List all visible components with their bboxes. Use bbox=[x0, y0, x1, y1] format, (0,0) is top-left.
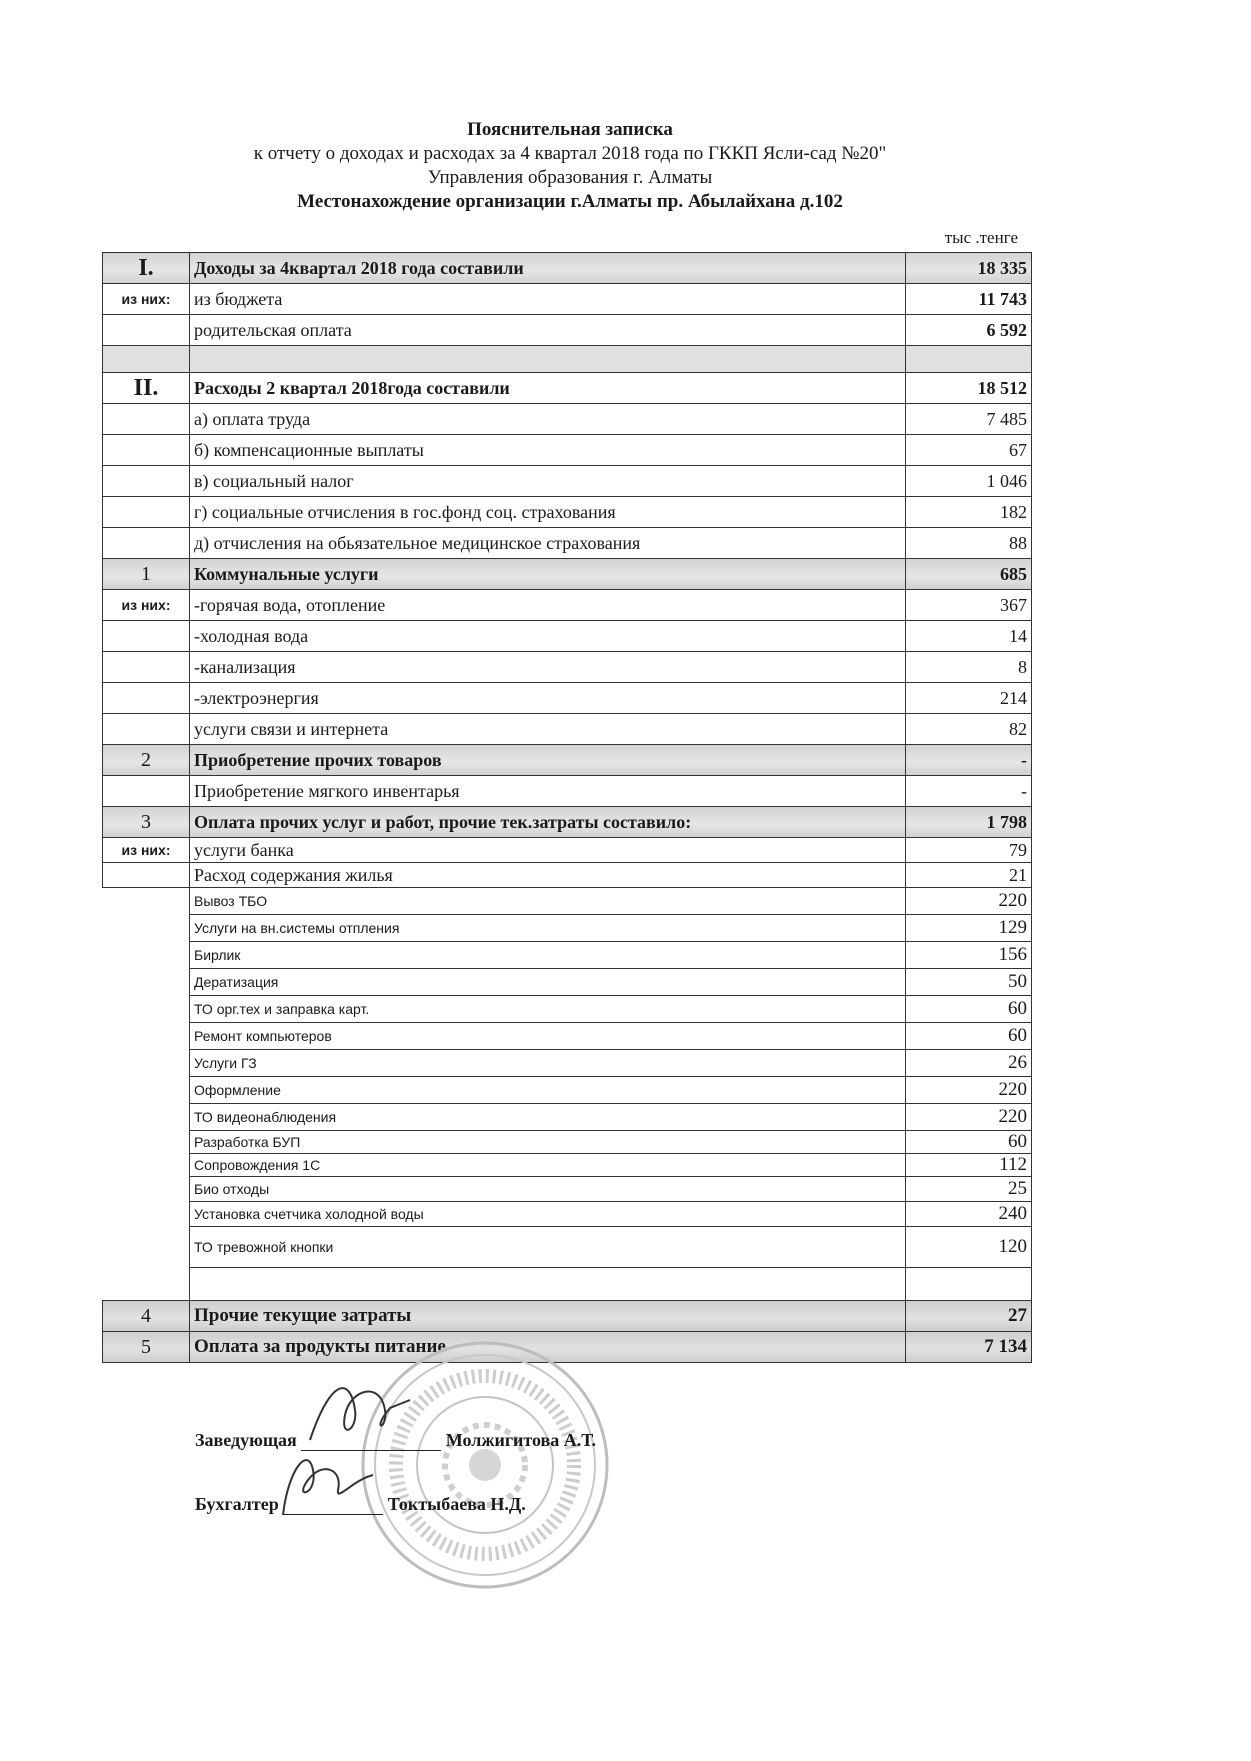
row-amount: 220 bbox=[906, 1104, 1032, 1131]
row-number bbox=[103, 1131, 190, 1154]
table-row bbox=[103, 315, 1032, 346]
row-label: -холодная вода bbox=[190, 621, 906, 652]
table-row bbox=[103, 863, 1032, 888]
row-number bbox=[103, 652, 190, 683]
table-row bbox=[103, 915, 1032, 942]
table-row bbox=[103, 683, 1032, 714]
row-label: -электроэнергия bbox=[190, 683, 906, 714]
document-title: Пояснительная записка bbox=[467, 119, 673, 140]
row-amount: 6 592 bbox=[906, 315, 1032, 346]
accountant-name: Токтыбаева Н.Д. bbox=[387, 1494, 526, 1514]
row-number bbox=[103, 621, 190, 652]
row-label: Разработка БУП bbox=[190, 1131, 906, 1154]
row-amount: 214 bbox=[906, 683, 1032, 714]
row-number bbox=[103, 1050, 190, 1077]
row-label bbox=[190, 346, 906, 373]
row-amount: 27 bbox=[906, 1301, 1032, 1332]
row-amount: 60 bbox=[906, 996, 1032, 1023]
row-number bbox=[103, 915, 190, 942]
document-header bbox=[0, 118, 1140, 214]
row-label: -канализация bbox=[190, 652, 906, 683]
row-label: Доходы за 4квартал 2018 года составили bbox=[190, 253, 906, 284]
row-number bbox=[103, 1023, 190, 1050]
row-amount: 240 bbox=[906, 1202, 1032, 1227]
head-signature-line bbox=[195, 1430, 596, 1451]
row-label: Ремонт компьютеров bbox=[190, 1023, 906, 1050]
row-amount: 50 bbox=[906, 969, 1032, 996]
row-amount: 25 bbox=[906, 1177, 1032, 1202]
row-number bbox=[103, 863, 190, 888]
accountant-title: Бухгалтер bbox=[195, 1494, 279, 1514]
row-label: Оплата за продукты питание bbox=[190, 1332, 906, 1363]
row-label: Бирлик bbox=[190, 942, 906, 969]
table-row bbox=[103, 1301, 1032, 1332]
row-amount: 129 bbox=[906, 915, 1032, 942]
row-label: Услуги на вн.системы отпления bbox=[190, 915, 906, 942]
row-amount: 1 046 bbox=[906, 466, 1032, 497]
row-amount: 26 bbox=[906, 1050, 1032, 1077]
row-number bbox=[103, 942, 190, 969]
table-row bbox=[103, 284, 1032, 315]
row-amount: 82 bbox=[906, 714, 1032, 745]
row-number bbox=[103, 315, 190, 346]
row-number bbox=[103, 1268, 190, 1301]
row-label: Расходы 2 квартал 2018года составили bbox=[190, 373, 906, 404]
table-row bbox=[103, 497, 1032, 528]
row-amount: 18 512 bbox=[906, 373, 1032, 404]
row-label: Коммунальные услуги bbox=[190, 559, 906, 590]
row-label: -горячая вода, отопление bbox=[190, 590, 906, 621]
signature-blank bbox=[283, 1496, 383, 1515]
row-number: 1 bbox=[103, 559, 190, 590]
table-row bbox=[103, 714, 1032, 745]
row-label: родительская оплата bbox=[190, 315, 906, 346]
row-number: I. bbox=[103, 253, 190, 284]
row-number bbox=[103, 1077, 190, 1104]
table-row bbox=[103, 1154, 1032, 1177]
row-label: Прочие текущие затраты bbox=[190, 1301, 906, 1332]
row-number bbox=[103, 435, 190, 466]
table-row bbox=[103, 1104, 1032, 1131]
row-label: ТО тревожной кнопки bbox=[190, 1227, 906, 1268]
row-amount: - bbox=[906, 776, 1032, 807]
row-number bbox=[103, 404, 190, 435]
row-label: Сопровождения 1С bbox=[190, 1154, 906, 1177]
row-amount bbox=[906, 1268, 1032, 1301]
row-number bbox=[103, 714, 190, 745]
row-number bbox=[103, 1202, 190, 1227]
row-number bbox=[103, 1227, 190, 1268]
table-row bbox=[103, 1050, 1032, 1077]
row-label: в) социальный налог bbox=[190, 466, 906, 497]
row-label: Приобретение мягкого инвентарья bbox=[190, 776, 906, 807]
table-row bbox=[103, 253, 1032, 284]
row-amount: 120 bbox=[906, 1227, 1032, 1268]
row-label: Вывоз ТБО bbox=[190, 888, 906, 915]
row-label: из бюджета bbox=[190, 284, 906, 315]
organization-line: Управления образования г. Алматы bbox=[427, 167, 713, 188]
row-number bbox=[103, 497, 190, 528]
row-number bbox=[103, 888, 190, 915]
row-label: а) оплата труда bbox=[190, 404, 906, 435]
row-number bbox=[103, 528, 190, 559]
table-row bbox=[103, 969, 1032, 996]
row-number bbox=[103, 1177, 190, 1202]
row-amount: 7 485 bbox=[906, 404, 1032, 435]
accountant-signature-line bbox=[195, 1494, 526, 1515]
row-label: г) социальные отчисления в гос.фонд соц. страхования bbox=[190, 497, 906, 528]
row-amount: 18 335 bbox=[906, 253, 1032, 284]
table-row bbox=[103, 1202, 1032, 1227]
table-row bbox=[103, 838, 1032, 863]
row-label: Расход содержания жилья bbox=[190, 863, 906, 888]
head-name: Молжигитова А.Т. bbox=[445, 1430, 596, 1450]
table-row bbox=[103, 1023, 1032, 1050]
table-row bbox=[103, 745, 1032, 776]
row-label bbox=[190, 1268, 906, 1301]
row-amount: 60 bbox=[906, 1023, 1032, 1050]
row-number bbox=[103, 969, 190, 996]
row-number bbox=[103, 1154, 190, 1177]
row-amount: - bbox=[906, 745, 1032, 776]
units-label: тыс .тенге bbox=[944, 228, 1018, 247]
table-row bbox=[103, 942, 1032, 969]
row-label: Услуги ГЗ bbox=[190, 1050, 906, 1077]
document-subtitle: к отчету о доходах и расходах за 4 квартал 2018 года по ГККП Ясли-сад №20" bbox=[253, 143, 887, 164]
row-number bbox=[103, 683, 190, 714]
table-row bbox=[103, 996, 1032, 1023]
table-row bbox=[103, 1268, 1032, 1301]
row-amount: 11 743 bbox=[906, 284, 1032, 315]
row-amount: 220 bbox=[906, 1077, 1032, 1104]
row-number bbox=[103, 466, 190, 497]
row-label: ТО видеонаблюдения bbox=[190, 1104, 906, 1131]
row-amount: 156 bbox=[906, 942, 1032, 969]
row-number: 4 bbox=[103, 1301, 190, 1332]
row-number bbox=[103, 346, 190, 373]
head-title: Заведующая bbox=[195, 1430, 297, 1450]
table-row bbox=[103, 1131, 1032, 1154]
row-amount bbox=[906, 346, 1032, 373]
row-label: ТО орг.тех и заправка карт. bbox=[190, 996, 906, 1023]
table-row bbox=[103, 590, 1032, 621]
address-line: Местонахождение организации г.Алматы пр. Абылайхана д.102 bbox=[297, 191, 843, 212]
row-label: д) отчисления на обьязательное медицинское страхования bbox=[190, 528, 906, 559]
row-amount: 67 bbox=[906, 435, 1032, 466]
signature-blank bbox=[301, 1432, 441, 1451]
row-amount: 8 bbox=[906, 652, 1032, 683]
row-amount: 1 798 bbox=[906, 807, 1032, 838]
row-amount: 367 bbox=[906, 590, 1032, 621]
row-label: Оформление bbox=[190, 1077, 906, 1104]
table-row bbox=[103, 373, 1032, 404]
row-amount: 88 bbox=[906, 528, 1032, 559]
row-number: из них: bbox=[103, 284, 190, 315]
table-row bbox=[103, 776, 1032, 807]
row-amount: 60 bbox=[906, 1131, 1032, 1154]
row-number bbox=[103, 1104, 190, 1131]
table-row bbox=[103, 435, 1032, 466]
row-number bbox=[103, 776, 190, 807]
table-row bbox=[103, 466, 1032, 497]
table-row bbox=[103, 621, 1032, 652]
row-amount: 14 bbox=[906, 621, 1032, 652]
row-label: Установка счетчика холодной воды bbox=[190, 1202, 906, 1227]
row-label: Приобретение прочих товаров bbox=[190, 745, 906, 776]
row-amount: 79 bbox=[906, 838, 1032, 863]
table-row bbox=[103, 404, 1032, 435]
table-row bbox=[103, 528, 1032, 559]
table-row bbox=[103, 652, 1032, 683]
row-number: из них: bbox=[103, 590, 190, 621]
row-amount: 685 bbox=[906, 559, 1032, 590]
table-row bbox=[103, 559, 1032, 590]
table-row bbox=[103, 807, 1032, 838]
row-number: II. bbox=[103, 373, 190, 404]
row-number bbox=[103, 996, 190, 1023]
row-label: Дератизация bbox=[190, 969, 906, 996]
report-table bbox=[102, 252, 1032, 1363]
row-label: Оплата прочих услуг и работ, прочие тек.затраты составило: bbox=[190, 807, 906, 838]
row-label: услуги банка bbox=[190, 838, 906, 863]
row-amount: 112 bbox=[906, 1154, 1032, 1177]
table-row bbox=[103, 1177, 1032, 1202]
row-number: 5 bbox=[103, 1332, 190, 1363]
table-row bbox=[103, 1227, 1032, 1268]
row-amount: 182 bbox=[906, 497, 1032, 528]
table-row bbox=[103, 888, 1032, 915]
table-row bbox=[103, 1077, 1032, 1104]
row-number: 3 bbox=[103, 807, 190, 838]
row-amount: 21 bbox=[906, 863, 1032, 888]
row-label: услуги связи и интернета bbox=[190, 714, 906, 745]
table-row bbox=[103, 346, 1032, 373]
row-label: Био отходы bbox=[190, 1177, 906, 1202]
row-number: из них: bbox=[103, 838, 190, 863]
row-label: б) компенсационные выплаты bbox=[190, 435, 906, 466]
row-number: 2 bbox=[103, 745, 190, 776]
row-amount: 220 bbox=[906, 888, 1032, 915]
row-amount: 7 134 bbox=[906, 1332, 1032, 1363]
